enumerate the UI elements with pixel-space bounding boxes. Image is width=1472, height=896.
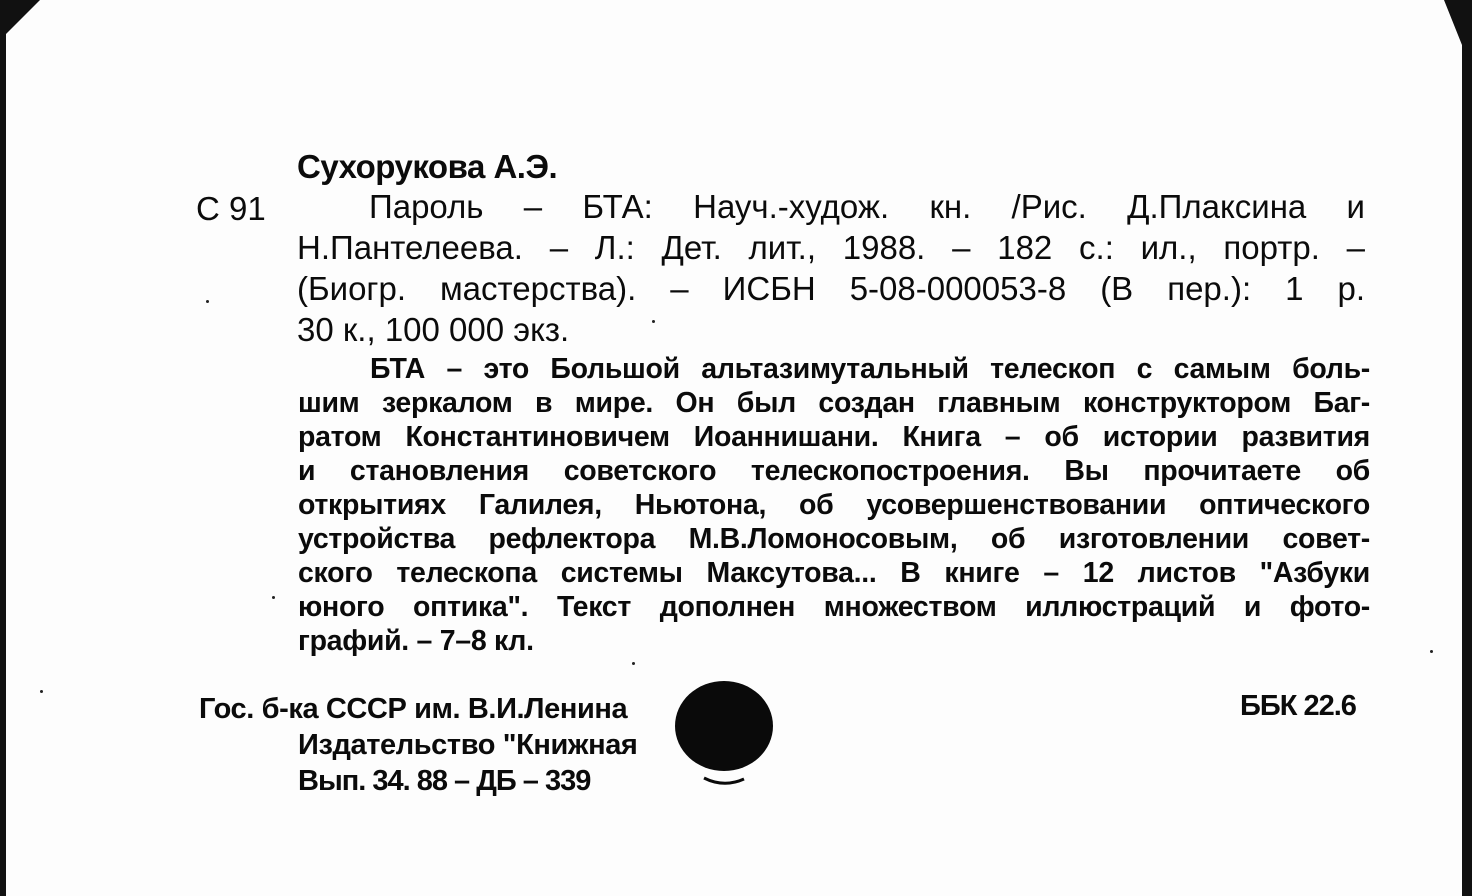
annotation-line: юного оптика". Текст дополнен множеством иллюстраций и фото-: [298, 591, 1370, 623]
scan-speck: [40, 690, 43, 693]
scan-speck: [652, 320, 655, 323]
issue-number: Вып. 34. 88 – ДБ – 339: [298, 765, 591, 797]
annotation-line: графий. – 7–8 кл.: [298, 625, 534, 657]
scan-speck: [272, 596, 275, 599]
annotation-line: шим зеркалом в мире. Он был создан главным конструктором Баг-: [298, 387, 1370, 419]
library-name: Гос. б-ка СССР им. В.И.Ленина: [199, 693, 628, 725]
scan-border-left: [0, 0, 6, 896]
entry-line: (Биогр. мастерства). – ИСБН 5-08-000053-8 (В пер.): 1 р.: [297, 270, 1365, 307]
publisher-text: Издательство "Книжная: [298, 729, 638, 761]
annotation-line: открытиях Галилея, Ньютона, об усовершенствовании оптического: [298, 489, 1370, 521]
annotation-line: ратом Константиновичем Иоаннишани. Книга – об истории развития: [298, 421, 1370, 453]
bibliographic-entry: [297, 186, 1365, 350]
scan-corner-top-left: [0, 0, 40, 40]
annotation-line: ского телескопа системы Максутова... В книге – 12 листов "Азбуки: [298, 557, 1370, 589]
annotation: [298, 352, 1370, 658]
bbk-code: ББК 22.6: [1240, 690, 1356, 722]
scan-speck: [1430, 650, 1433, 653]
annotation-line: устройства рефлектора М.В.Ломоносовым, об изготовлении совет-: [298, 523, 1370, 555]
annotation-line: БТА – это Большой альтазимутальный телескоп с самым боль-: [370, 353, 1370, 385]
scan-corner-top-right: [1444, 0, 1472, 70]
entry-line: 30 к., 100 000 экз.: [297, 311, 570, 348]
author-name: Сухорукова А.Э.: [297, 148, 558, 185]
entry-line: Н.Пантелеева. – Л.: Дет. лит., 1988. – 182 с.: ил., портр. –: [297, 229, 1365, 266]
scan-speck: [206, 300, 209, 303]
ink-blot: [674, 680, 774, 788]
catalog-code: С 91: [196, 190, 266, 227]
annotation-line: и становления советского телескопостроения. Вы прочитаете об: [298, 455, 1370, 487]
scan-speck: [632, 662, 635, 665]
entry-line: Пароль – БТА: Науч.-худож. кн. /Рис. Д.Плаксина и: [369, 188, 1365, 225]
scan-border-right: [1462, 0, 1472, 896]
